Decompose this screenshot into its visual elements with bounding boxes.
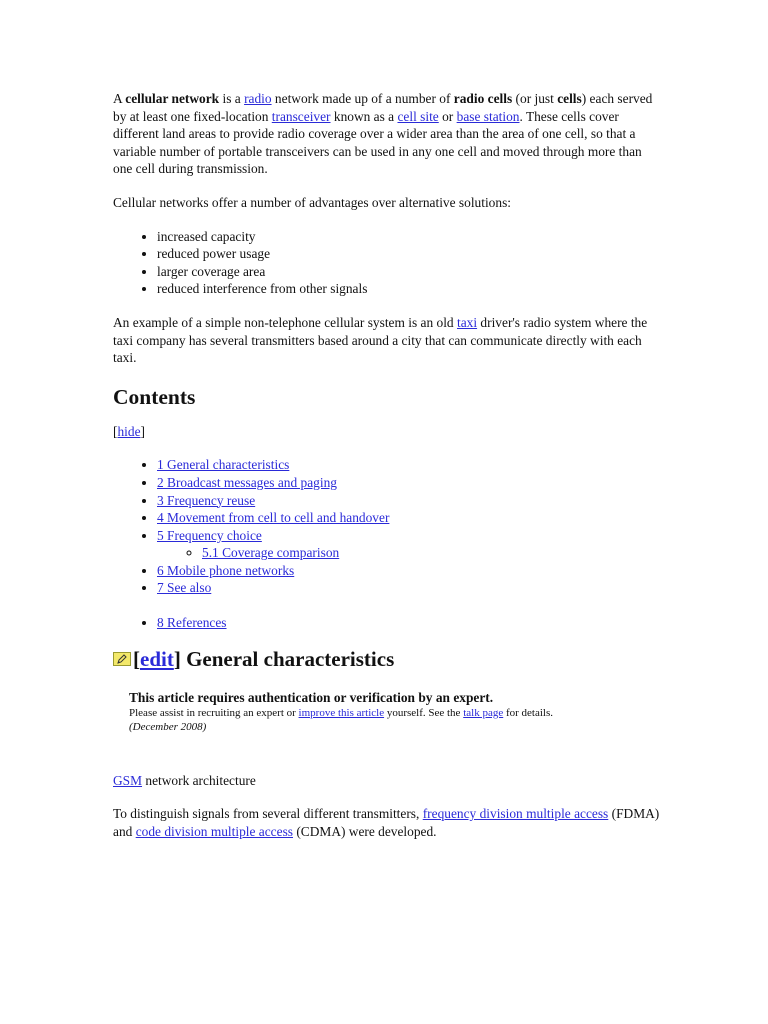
list-item: • reduced interference from other signals <box>157 280 663 298</box>
text: Please assist in recruiting an expert or <box>129 706 299 719</box>
toc-item <box>157 562 663 580</box>
link-cdma[interactable]: code division multiple access <box>135 823 293 839</box>
toc-link-frequency-choice[interactable]: 5 Frequency choice <box>157 527 262 543</box>
article-body <box>113 90 663 840</box>
hide-toc-link[interactable]: hide <box>117 423 141 439</box>
text: is a <box>219 91 245 106</box>
toc-link-mobile-phone-networks[interactable]: 6 Mobile phone networks <box>157 562 295 578</box>
list-item: • increased capacity <box>157 228 663 246</box>
advantages-intro: Cellular networks offer a number of advantages over alternative solutions: <box>113 194 511 210</box>
list-item: • larger coverage area <box>157 263 663 281</box>
toc-item <box>157 474 663 492</box>
toc-item <box>157 456 663 474</box>
toc-link-references[interactable]: 8 References <box>157 615 227 631</box>
text: (or just <box>512 91 558 106</box>
text: network architecture <box>142 772 256 788</box>
bold-term-cellular-network: cellular network <box>125 91 220 106</box>
notice-title: This article requires authentication or verification by an expert. <box>129 689 494 705</box>
list-item: • reduced power usage <box>157 245 663 263</box>
toc-link-frequency-reuse[interactable]: 3 Frequency reuse <box>157 492 256 508</box>
bracket: [ <box>133 646 140 671</box>
bracket: ] <box>173 646 181 671</box>
example-paragraph <box>113 314 663 367</box>
link-radio[interactable]: radio <box>244 91 272 106</box>
notice-body <box>129 706 663 720</box>
link-cell-site[interactable]: cell site <box>397 108 439 124</box>
text: known as a <box>330 108 398 124</box>
toc-toggle <box>113 423 663 441</box>
advantages-list <box>113 228 663 298</box>
section-heading-general-characteristics <box>113 646 663 672</box>
text: An example of a simple non-telephone cellular system is an old <box>113 314 457 330</box>
text: network made up of a number of <box>271 91 454 106</box>
toc-link-general-characteristics[interactable]: 1 General characteristics <box>157 457 290 473</box>
toc-link-broadcast-messages[interactable]: 2 Broadcast messages and paging <box>157 474 337 490</box>
text: driver's radio system where the taxi company has several transmitters based around a city that can communicate directly with each taxi. <box>113 314 648 366</box>
distinguish-paragraph <box>113 805 663 840</box>
text: or <box>438 108 457 124</box>
bracket: [ <box>113 423 118 439</box>
toc-subitem <box>202 544 663 562</box>
toc-item <box>157 509 663 527</box>
link-taxi[interactable]: taxi <box>456 314 478 330</box>
toc-link-coverage-comparison[interactable]: 5.1 Coverage comparison <box>202 545 340 561</box>
toc-item <box>157 614 663 632</box>
link-fdma[interactable]: frequency division multiple access <box>422 806 609 822</box>
toc-link-see-also[interactable]: 7 See also <box>157 580 212 596</box>
edit-section-link[interactable]: edit <box>140 646 174 671</box>
text: ) each served by at least one fixed-location <box>113 91 653 124</box>
link-transceiver[interactable]: transceiver <box>271 108 331 124</box>
bold-term-radio-cells: radio cells <box>453 91 513 106</box>
improve-article-link[interactable]: improve this article <box>298 706 385 719</box>
contents-heading: Contents <box>113 384 196 409</box>
link-base-station[interactable]: base station <box>456 108 520 124</box>
expert-verification-notice <box>113 689 663 734</box>
edit-pencil-icon[interactable] <box>113 652 131 666</box>
toc-item <box>157 579 663 597</box>
notice-date: (December 2008) <box>129 720 207 733</box>
text: . These cells cover different land areas to provide radio coverage over a wider area than the area of one cell, so that a variable number of portable transceivers can be used in any one cell and moved through more than one cell during transmission. <box>113 108 642 177</box>
link-gsm[interactable]: GSM <box>113 772 143 788</box>
text: A <box>113 91 126 106</box>
talk-page-link[interactable]: talk page <box>463 706 504 719</box>
text: To distinguish signals from several different transmitters, <box>113 806 423 822</box>
toc-item <box>157 492 663 510</box>
text: (CDMA) were developed. <box>293 823 437 839</box>
section-title: General characteristics <box>180 646 395 671</box>
text: yourself. See the <box>384 706 464 719</box>
text: (FDMA) and <box>113 806 660 839</box>
table-of-contents <box>113 456 663 631</box>
intro-paragraph <box>113 90 663 178</box>
toc-sublist <box>157 544 663 562</box>
bracket: ] <box>140 423 145 439</box>
gsm-caption <box>113 772 663 790</box>
toc-link-movement-handover[interactable]: 4 Movement from cell to cell and handover <box>157 510 390 526</box>
bold-term-cells: cells <box>557 91 582 106</box>
text: for details. <box>503 706 554 719</box>
toc-item <box>157 527 663 562</box>
